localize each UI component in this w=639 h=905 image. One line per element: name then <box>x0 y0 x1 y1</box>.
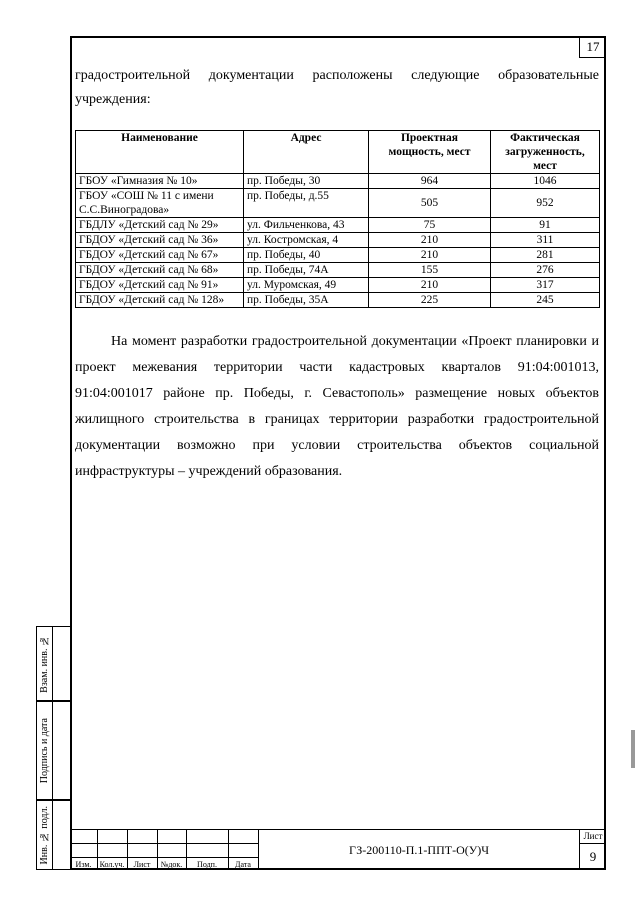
cell-address: ул. Фильченкова, 43 <box>244 218 369 233</box>
cell-load: 317 <box>491 278 600 293</box>
side-label-original: Инв. № подл. <box>39 805 50 865</box>
table-row <box>76 278 600 293</box>
cell-name: ГБДОУ «Детский сад № 68» <box>76 263 244 278</box>
main-paragraph: На момент разработки градостроительной документации «Проект планировки и проект межевания территории части кадастровых кварталов 91:04:001013, 91:04:001017 районе пр. Победы, г. Севастополь» размещение новых объектов жилищного строительства в границах территории разработки градостроительной документации возможно при условии строительства объектов социальной инфраструктуры – учреждений образования. <box>75 334 599 479</box>
stamp-label-count: Кол.уч. <box>99 860 125 869</box>
header-address: Адрес <box>244 131 369 174</box>
stamp-label-date: Дата <box>235 860 251 869</box>
side-box-signature <box>36 701 70 800</box>
cell-capacity: 75 <box>369 218 491 233</box>
cell-capacity: 225 <box>369 293 491 308</box>
table-row <box>76 263 600 278</box>
header-name: Наименование <box>76 131 244 174</box>
cell-load: 91 <box>491 218 600 233</box>
sheet-label: Лист <box>580 830 606 844</box>
title-block-grid <box>70 829 258 870</box>
stamp-label-doc: №док. <box>160 860 183 869</box>
side-label-replacement: Взам. инв. № <box>39 634 50 693</box>
sheet-number: 9 <box>589 849 597 864</box>
cell-address: пр. Победы, д.55 <box>244 189 369 218</box>
cell-name: ГБДОУ «Детский сад № 67» <box>76 248 244 263</box>
cell-load: 1046 <box>491 174 600 189</box>
cell-capacity: 964 <box>369 174 491 189</box>
document-code: ГЗ-200110-П.1-ППТ-О(У)Ч <box>258 829 579 870</box>
cell-address: пр. Победы, 40 <box>244 248 369 263</box>
side-label-signature: Подпись и дата <box>39 717 50 784</box>
stamp-label-signature: Подп. <box>197 860 217 869</box>
schools-table <box>75 130 600 308</box>
cell-capacity: 210 <box>369 233 491 248</box>
table-row <box>76 189 600 218</box>
cell-address: ул. Костромская, 4 <box>244 233 369 248</box>
cell-name: ГБДОУ «Детский сад № 91» <box>76 278 244 293</box>
cell-load: 311 <box>491 233 600 248</box>
sheet-box <box>579 829 606 870</box>
cell-capacity: 210 <box>369 248 491 263</box>
table-row <box>76 174 600 189</box>
stamp-label-sheet: Лист <box>133 860 151 869</box>
cell-capacity: 210 <box>369 278 491 293</box>
title-block <box>70 829 606 870</box>
cell-address: пр. Победы, 74А <box>244 263 369 278</box>
cell-load: 952 <box>491 189 600 218</box>
cell-name: ГБДОУ «Детский сад № 128» <box>76 293 244 308</box>
cell-address: пр. Победы, 30 <box>244 174 369 189</box>
table-row <box>76 233 600 248</box>
table-row <box>76 248 600 263</box>
cell-load: 276 <box>491 263 600 278</box>
cell-load: 245 <box>491 293 600 308</box>
page-number: 17 <box>579 36 606 58</box>
header-capacity: Проектная мощность, мест <box>369 131 491 174</box>
cell-name: ГБДЛУ «Детский сад № 29» <box>76 218 244 233</box>
side-box-replacement <box>36 626 70 701</box>
stamp-label-change: Изм. <box>75 860 92 869</box>
cell-capacity: 505 <box>369 189 491 218</box>
cell-name: ГБОУ «СОШ № 11 с имени С.С.Виноградова» <box>76 189 244 218</box>
scan-edge-mark <box>631 730 635 768</box>
cell-load: 281 <box>491 248 600 263</box>
side-box-original <box>36 800 70 870</box>
cell-name: ГБДОУ «Детский сад № 36» <box>76 233 244 248</box>
cell-capacity: 155 <box>369 263 491 278</box>
intro-paragraph: градостроительной документации расположены следующие образовательные учреждения: <box>75 68 599 107</box>
table-header-row <box>76 131 600 174</box>
cell-address: ул. Муромская, 49 <box>244 278 369 293</box>
cell-name: ГБОУ «Гимназия № 10» <box>76 174 244 189</box>
cell-address: пр. Победы, 35А <box>244 293 369 308</box>
table-row <box>76 293 600 308</box>
header-load: Фактическая загруженность, мест <box>491 131 600 174</box>
table-row <box>76 218 600 233</box>
